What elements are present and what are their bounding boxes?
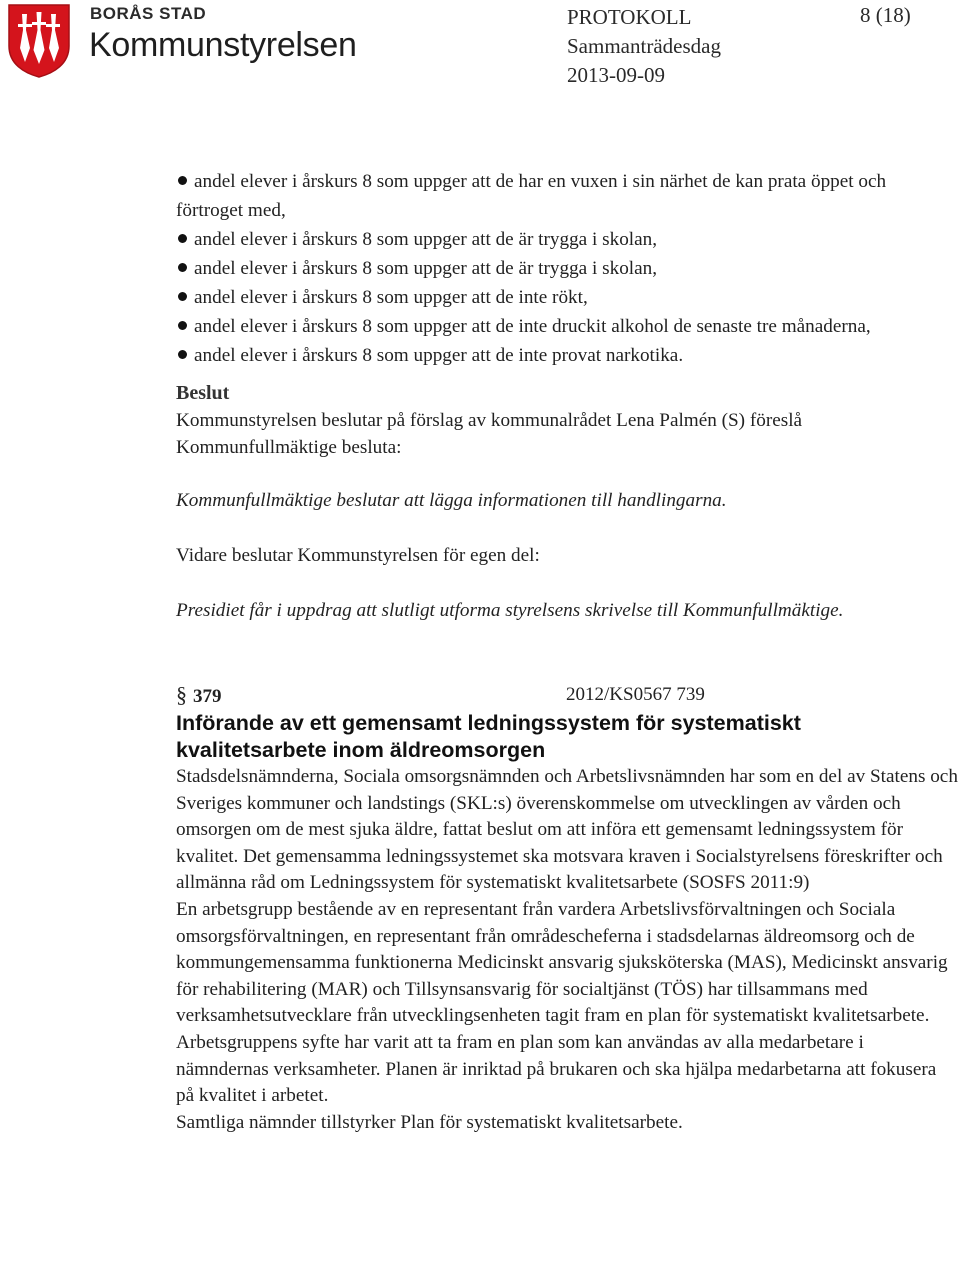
further-decision-intro: Vidare beslutar Kommunstyrelsen för egen del: — [176, 545, 540, 566]
list-item: andel elever i årskurs 8 som uppger att de har en vuxen i sin närhet de kan prata öppet och förtroget med, — [176, 171, 887, 221]
page-header — [0, 0, 960, 90]
list-item: andel elever i årskurs 8 som uppger att de är trygga i skolan, — [176, 225, 958, 254]
org-small-name: BORÅS STAD — [90, 4, 207, 23]
decision-text: Kommunfullmäktige beslutar att lägga informationen till handlingarna. — [176, 490, 727, 511]
page-number: 8 (18) — [860, 3, 911, 27]
document-body — [176, 167, 958, 1136]
document-meta — [567, 3, 721, 90]
bullet-icon — [178, 234, 187, 243]
bullet-icon — [178, 176, 187, 185]
bullet-icon — [178, 292, 187, 301]
meeting-label: Sammanträdesdag — [567, 34, 721, 58]
list-item: andel elever i årskurs 8 som uppger att de inte rökt, — [176, 283, 958, 312]
bullet-icon — [178, 263, 187, 272]
bullet-list — [176, 167, 958, 370]
org-name: Kommunstyrelsen — [89, 26, 357, 64]
logo — [6, 2, 406, 80]
further-decision-text: Presidiet får i uppdrag att slutligt utforma styrelsens skrivelse till Kommunfullmäktige. — [176, 600, 844, 621]
case-reference: 2012/KS0567 739 — [566, 684, 705, 705]
section-header — [176, 682, 958, 708]
section-paragraph-2: En arbetsgrupp bestående av en representant från vardera Arbetslivsförvaltningen och Sociala omsorgsförvaltningen, en representant från områdescheferna i stadsdelarnas äldreomsorg och de kommungemensamma funktionerna Medicinskt ansvarig sjuksköterska (MAS), Medicinskt ansvarig för rehabilitering (MAR) och Tillsynsansvarig för socialtjänst (TÖS) har tillsammans med verksamhetsutvecklare från utvecklingsenheten tagit fram en plan för systematiskt kvalitetsarbete. Arbetsgruppens syfte har varit att ta fram en plan som kan användas av alla medarbetare i nämndernas verksamheter. Planen är inriktad på brukaren och ska hjälpa medarbetarna att fokusera på kvalitet i arbetet. — [176, 898, 948, 1107]
list-item: andel elever i årskurs 8 som uppger att de är trygga i skolan, — [176, 254, 958, 283]
bullet-icon — [178, 350, 187, 359]
section-paragraph-1: Stadsdelsnämnderna, Sociala omsorgsnämnden och Arbetslivsnämnden har som en del av Statens och Sveriges kommuner och landstings (SKL:s) överenskommelse om utvecklingen av vården och omsorgen om de mest sjuka äldre, fattat beslut om att införa ett gemensamt ledningssystem för kvalitet. Det gemensamma ledningssystemet ska motsvara kraven i Socialstyrelsens föreskrifter och allmänna råd om Ledningssystem för systematiskt kvalitetsarbete (SOSFS 2011:9) — [176, 766, 958, 894]
section-number: 379 — [193, 686, 222, 707]
list-item: andel elever i årskurs 8 som uppger att de inte provat narkotika. — [176, 341, 958, 370]
section-title: Införande av ett gemensamt ledningssystem för systematiskt kvalitetsarbete inom äldreomsorgen — [176, 711, 801, 762]
boras-stad-coat-of-arms-icon — [6, 2, 72, 78]
doc-type: PROTOKOLL — [567, 5, 692, 29]
bullet-icon — [178, 321, 187, 330]
section-paragraph-3: Samtliga nämnder tillstyrker Plan för systematiskt kvalitetsarbete. — [176, 1111, 683, 1133]
decision-heading: Beslut — [176, 382, 230, 404]
section-mark: § — [176, 682, 187, 707]
list-item: andel elever i årskurs 8 som uppger att de inte druckit alkohol de senaste tre månaderna, — [176, 312, 958, 341]
meeting-date: 2013-09-09 — [567, 63, 665, 87]
decision-intro: Kommunstyrelsen beslutar på förslag av kommunalrådet Lena Palmén (S) föreslå Kommunfullmäktige besluta: — [176, 410, 803, 458]
